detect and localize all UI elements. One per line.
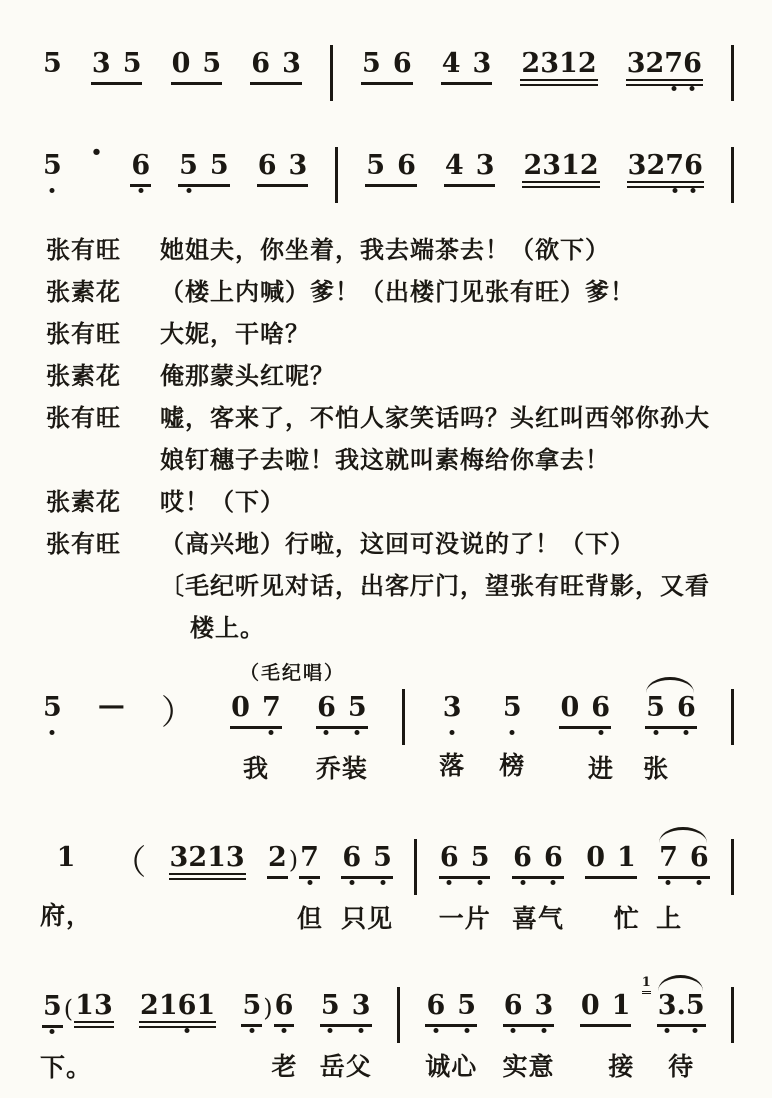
lyric: 榜 (499, 752, 526, 781)
note-digit: 6 (439, 842, 459, 873)
note-digit: 2 (577, 48, 597, 79)
note-figure (522, 152, 599, 188)
note-group (171, 50, 223, 85)
note-group (522, 152, 599, 188)
note-figure (444, 152, 496, 187)
note-group (250, 50, 302, 85)
stage-direction-text: 楼上。 (190, 615, 265, 642)
barline (731, 45, 734, 101)
note-digit: 6 (342, 842, 362, 873)
notes (522, 152, 599, 188)
note-group (439, 694, 465, 782)
notes (97, 690, 126, 726)
note-group (230, 694, 282, 785)
notes (425, 992, 477, 1027)
notes (56, 844, 77, 876)
note-digit: 6 (676, 692, 696, 723)
note-group (257, 152, 309, 187)
note-figure (299, 844, 320, 879)
note-digit: 7 (300, 842, 319, 873)
note-digit: 0 (231, 692, 250, 723)
notes (42, 50, 63, 82)
note-group (499, 694, 525, 782)
grace-note: 1 (642, 976, 651, 994)
speaker-name: 张素花 (46, 489, 121, 516)
lyric: 落 (439, 752, 466, 781)
lyric: 只见 (341, 905, 394, 934)
note-figure (365, 152, 417, 187)
note-figure (111, 844, 147, 884)
note-digit: （ (112, 843, 147, 883)
dialogue-text: （楼上内喊）爹！（出楼门见张有旺）爹！ (160, 279, 635, 306)
barline (402, 689, 405, 745)
note-figure (63, 995, 74, 1028)
note-group (316, 694, 368, 785)
note-figure (42, 50, 63, 82)
note-group (241, 990, 298, 1083)
note-digit: 5 (43, 692, 62, 723)
note-digit: 5 (209, 150, 229, 181)
tie-arc (658, 975, 703, 991)
note-group (111, 844, 147, 884)
note-digit: 2 (267, 842, 287, 873)
note-figure (441, 50, 493, 85)
music-system-1 (42, 663, 734, 785)
note-figure (341, 844, 393, 879)
note-figure (178, 152, 230, 187)
dialogue-row (46, 524, 742, 566)
note-digit: 2 (521, 48, 541, 79)
note-figure (171, 50, 223, 85)
dialogue-text: （高兴地）行啦，这回可没说的了！（下） (160, 531, 635, 558)
notes (559, 694, 611, 729)
note-digit: 3 (169, 842, 189, 873)
note-figure (627, 152, 704, 188)
lyric: 乔装 (315, 755, 368, 784)
notes (439, 844, 491, 879)
music-system-3 (40, 975, 734, 1084)
note-digit: 5 (122, 48, 142, 79)
note-group (645, 694, 697, 785)
note-digit: 1 (611, 990, 631, 1021)
note-group (626, 50, 703, 86)
note-digit: 3 (627, 150, 647, 181)
note-group (365, 152, 417, 187)
note-digit: 6 (426, 990, 446, 1021)
note-figure (262, 994, 273, 1027)
note-digit: 5 (685, 990, 705, 1021)
barline (414, 839, 417, 895)
note-digit: 5 (366, 150, 386, 181)
note-digit: 7 (665, 150, 685, 181)
note-digit: 7 (261, 692, 281, 723)
tie-arc (659, 827, 707, 843)
notes (171, 50, 223, 85)
singer-label: （毛纪唱） (240, 663, 346, 684)
lyric: 老 (271, 1053, 298, 1082)
stage-direction-row (46, 608, 742, 650)
note-digit: 3 (542, 150, 562, 181)
note-figure (361, 50, 413, 85)
note-digit: 1 (56, 842, 76, 873)
note-figure (503, 992, 555, 1027)
note-digit: 3 (442, 692, 462, 723)
notes (645, 694, 697, 729)
lyric: 接 (608, 1053, 635, 1082)
note-group (178, 152, 230, 187)
note-digit: 6 (251, 48, 271, 79)
lyric: 上 (656, 905, 683, 934)
note-figure (316, 694, 368, 729)
note-figure (502, 694, 523, 726)
note-group (160, 694, 196, 734)
dialogue-text: 哎！（下） (160, 489, 285, 516)
note-group (139, 992, 216, 1028)
note-figure (130, 152, 151, 187)
note-group (320, 992, 372, 1083)
note-digit: 5 (457, 990, 477, 1021)
notes (267, 844, 320, 879)
speaker-name (46, 566, 160, 608)
note-digit: 6 (689, 842, 709, 873)
note-digit: 6 (317, 692, 336, 723)
notes (230, 694, 282, 729)
note-group (42, 50, 63, 82)
notes (130, 152, 151, 187)
dialogue-row (46, 356, 742, 398)
tie-arc (646, 677, 694, 693)
notes (627, 152, 704, 188)
note-figure (442, 694, 463, 726)
note-group (441, 50, 493, 85)
dialogue-text: 她姐夫，你坐着，我去端茶去！（欲下） (160, 237, 610, 264)
note-digit: 0 (586, 842, 606, 873)
notes (169, 844, 246, 880)
dialogue-text: 嘘，客来了，不怕人家笑话吗？头红叫西邻你孙大 (160, 405, 710, 432)
note-figure (250, 50, 302, 85)
notes (111, 844, 147, 884)
note-figure (241, 992, 262, 1027)
note-digit: 2 (140, 990, 159, 1021)
note-digit: 6 (513, 842, 532, 873)
notes (341, 844, 393, 879)
note-digit: 2 (188, 842, 208, 873)
note-figure (658, 844, 710, 879)
note-group (425, 992, 477, 1083)
note-digit: ） (161, 693, 196, 733)
note-figure (56, 844, 77, 876)
dialogue-text: 俺那蒙头红呢？ (160, 363, 335, 390)
note-digit: 5 (502, 692, 522, 723)
note-group (40, 842, 93, 932)
speaker-name: 张有旺 (46, 237, 121, 264)
lyric: 府， (40, 902, 93, 931)
note-figure (230, 694, 282, 729)
barline (731, 839, 734, 895)
note-digit: 1 (158, 990, 178, 1021)
note-digit: 3 (288, 150, 308, 181)
lyric: 待 (668, 1053, 695, 1082)
dialogue-row (46, 398, 742, 440)
note-group (580, 990, 635, 1083)
barline (731, 147, 734, 203)
note-figure (74, 992, 114, 1028)
note-figure (160, 694, 196, 734)
note-digit: 5 (43, 48, 62, 79)
dialogue-row (46, 272, 742, 314)
note-digit: 3 (475, 150, 495, 181)
barline (731, 689, 734, 745)
note-figure (257, 152, 309, 187)
note-digit: 3 (657, 990, 677, 1021)
note-digit: 6 (397, 150, 416, 181)
notes (320, 992, 372, 1027)
note-group (42, 152, 63, 184)
note-digit: 1 (196, 990, 216, 1021)
note-group (439, 844, 491, 935)
note-digit: ) (288, 846, 299, 875)
notes (160, 694, 196, 734)
note-digit: — (97, 690, 125, 721)
notes (90, 142, 104, 175)
barline (397, 987, 400, 1043)
note-digit: 5 (320, 990, 340, 1021)
note-group (130, 152, 151, 187)
note-digit: 2 (645, 48, 665, 79)
speaker-name: 张有旺 (46, 321, 121, 348)
note-figure (97, 690, 126, 726)
note-digit: 0 (171, 48, 191, 79)
lyric: 喜气 (511, 905, 564, 934)
note-figure (42, 993, 63, 1028)
notes (502, 694, 523, 726)
note-figure (274, 992, 295, 1027)
note-digit: 6 (683, 48, 702, 79)
note-digit: 0 (580, 990, 600, 1021)
note-digit: 5 (362, 48, 381, 79)
note-group (90, 142, 104, 175)
notes (442, 694, 463, 726)
note-digit: 6 (131, 150, 151, 181)
note-figure (169, 844, 246, 880)
note-digit: 5 (242, 990, 262, 1021)
notes (503, 992, 555, 1027)
notes (139, 992, 216, 1028)
dialogue-text: 大妮，干啥？ (160, 321, 310, 348)
note-digit: 1 (75, 990, 94, 1021)
note-digit: 3 (282, 48, 301, 79)
notes (520, 50, 597, 86)
lyric: 忙 (613, 905, 640, 934)
note-digit: 1 (561, 150, 580, 181)
note-digit: 5 (646, 692, 665, 723)
note-group (169, 844, 246, 880)
note-digit: 5 (43, 991, 62, 1022)
note-figure (90, 142, 104, 175)
note-digit: 4 (444, 150, 464, 181)
notes (250, 50, 302, 85)
dialogue-row (46, 314, 742, 356)
note-digit: 1 (617, 842, 636, 873)
note-digit: 1 (207, 842, 226, 873)
note-digit: 5 (373, 842, 392, 873)
lyric: 诚心 (425, 1053, 478, 1082)
note-figure (42, 694, 63, 726)
note-group (444, 152, 496, 187)
lyric: 我 (242, 755, 269, 784)
note-digit: 6 (684, 150, 703, 181)
note-figure (520, 50, 597, 86)
note-figure (645, 694, 697, 729)
note-group (361, 50, 413, 85)
speaker-name (46, 608, 160, 650)
note-group (658, 844, 710, 935)
note-group (641, 975, 706, 1083)
notes (178, 152, 230, 187)
note-group (559, 692, 615, 785)
note-figure (626, 50, 703, 86)
note-digit: 3 (626, 48, 646, 79)
note-figure (139, 992, 216, 1028)
note-figure (657, 992, 706, 1027)
speaker-name: 张素花 (46, 363, 121, 390)
dialogue-row (46, 230, 742, 272)
note-figure (439, 844, 491, 879)
notes (91, 50, 143, 85)
note-group (97, 690, 126, 726)
note-group (512, 844, 564, 935)
notes (580, 992, 632, 1027)
note-digit: 6 (392, 48, 412, 79)
note-digit: 5 (43, 150, 62, 181)
note-digit: 6 (543, 842, 563, 873)
lyric: 岳父 (319, 1053, 372, 1082)
note-figure (320, 992, 372, 1027)
lyric: 但 (296, 905, 323, 934)
note-digit: 6 (503, 990, 523, 1021)
notes (626, 50, 703, 86)
dialogue-row (46, 482, 742, 524)
speaker-name: 张有旺 (46, 531, 121, 558)
note-group (91, 50, 143, 85)
notes (361, 50, 413, 85)
note-group (341, 844, 393, 935)
note-figure (91, 50, 143, 85)
note-digit: 4 (441, 48, 461, 79)
note-figure (585, 844, 637, 879)
note-digit: 2 (579, 150, 599, 181)
lyric: 张 (643, 755, 670, 784)
notes (512, 844, 564, 879)
note-digit: 3 (472, 48, 492, 79)
stage-direction-text: 〔毛纪听见对话，出客厅门，望张有旺背影，又看 (160, 573, 710, 600)
note-digit: 6 (257, 150, 277, 181)
notes (42, 694, 63, 726)
note-digit: 3 (540, 48, 560, 79)
note-digit: 0 (560, 692, 580, 723)
note-digit: 3 (93, 990, 113, 1021)
barline (330, 45, 333, 101)
dialogue-block (46, 230, 742, 650)
note-figure (288, 846, 299, 879)
notes (257, 152, 309, 187)
note-group (267, 842, 323, 935)
lyric: 实意 (502, 1053, 555, 1082)
note-digit: 3 (534, 990, 554, 1021)
notes (657, 992, 706, 1027)
note-digit: 5 (179, 150, 198, 181)
note-figure (512, 844, 564, 879)
note-digit: • (90, 142, 103, 163)
barline (731, 987, 734, 1043)
note-group (520, 50, 597, 86)
note-digit: 1 (559, 48, 578, 79)
note-group (42, 992, 114, 1084)
note-digit: 3 (351, 990, 371, 1021)
notes (316, 694, 368, 729)
note-digit: 6 (177, 990, 197, 1021)
lyric: 进 (588, 755, 615, 784)
note-group (42, 694, 63, 726)
lyric: 下。 (40, 1054, 93, 1083)
note-group (503, 992, 555, 1083)
notes (585, 844, 637, 879)
note-group (627, 152, 704, 188)
note-digit: 5 (347, 692, 367, 723)
notes (441, 50, 493, 85)
note-digit: 2 (523, 150, 543, 181)
note-figure (425, 992, 477, 1027)
note-figure (580, 992, 632, 1027)
lyric: 一片 (438, 905, 491, 934)
note-digit: 5 (202, 48, 222, 79)
note-digit: 3 (91, 48, 111, 79)
note-digit: . (676, 990, 686, 1021)
note-group (585, 842, 640, 935)
note-digit: ( (63, 995, 74, 1024)
stage-direction-row (46, 566, 742, 608)
speaker-name (46, 440, 160, 482)
note-digit: 3 (225, 842, 245, 873)
notes (444, 152, 496, 187)
speaker-name: 张有旺 (46, 405, 121, 432)
speaker-name: 张素花 (46, 279, 121, 306)
dialogue-row (46, 440, 742, 482)
note-digit: 6 (274, 990, 294, 1021)
note-digit: 5 (470, 842, 490, 873)
barline (335, 147, 338, 203)
note-digit: 7 (659, 842, 678, 873)
note-digit: 7 (664, 48, 684, 79)
notes (42, 152, 63, 184)
note-digit: 6 (591, 692, 611, 723)
dialogue-text: 娘钉穗子去啦！我这就叫素梅给你拿去！ (160, 447, 610, 474)
music-line-2 (42, 142, 734, 203)
notes (658, 844, 710, 879)
note-figure (267, 844, 288, 879)
notes (365, 152, 417, 187)
music-line-1 (42, 50, 734, 101)
note-figure (559, 694, 611, 729)
note-digit: ) (263, 994, 273, 1023)
note-figure (42, 152, 63, 184)
notes (241, 992, 294, 1027)
note-digit: 2 (646, 150, 666, 181)
music-system-2 (42, 844, 734, 935)
notes (42, 992, 114, 1028)
